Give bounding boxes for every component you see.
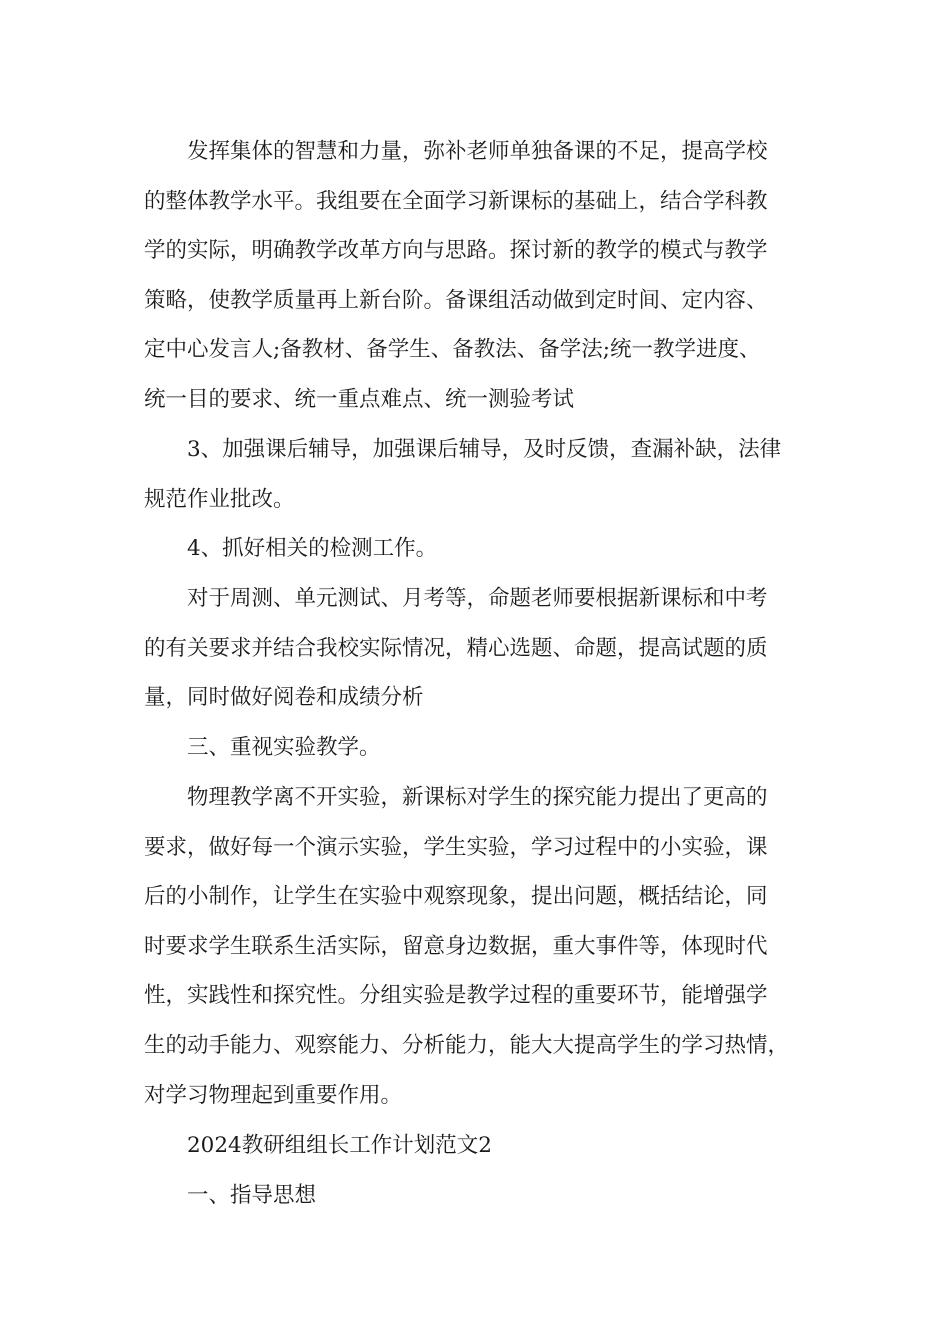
text-line: 的有关要求并结合我校实际情况，精心选题、命题，提高试题的质 xyxy=(144,635,768,661)
section-heading-guiding-thought xyxy=(144,1171,816,1221)
paragraph-collective-lesson-prep xyxy=(144,127,816,425)
text-line: 学的实际，明确教学改革方向与思路。探讨新的教学的模式与教学 xyxy=(144,238,768,264)
text-line: 统一目的要求、统一重点难点、统一测验考试 xyxy=(144,386,575,412)
section-heading-testing-work xyxy=(144,524,816,574)
text-line: 量，同时做好阅卷和成绩分析 xyxy=(144,685,424,711)
text-line: 4、抓好相关的检测工作。 xyxy=(187,536,438,561)
text-line: 规范作业批改。 xyxy=(144,486,295,512)
paragraph-physics-experiments xyxy=(144,773,816,1120)
text-line: 三、重视实验教学。 xyxy=(187,735,381,760)
text-line: 的整体教学水平。我组要在全面学习新课标的基础上，结合学科教 xyxy=(144,188,768,214)
document-title-plan-2 xyxy=(144,1121,816,1171)
text-line: 性，实践性和探究性。分组实验是教学过程的重要环节，能增强学 xyxy=(144,983,768,1009)
text-line: 要求，做好每一个演示实验，学生实验，学习过程中的小实验，课 xyxy=(144,834,768,860)
text-line: 物理教学离不开实验，新课标对学生的探究能力提出了更高的 xyxy=(187,785,768,810)
text-line: 生的动手能力、观察能力、分析能力，能大大提高学生的学习热情， xyxy=(144,1032,790,1058)
text-line: 后的小制作，让学生在实验中观察现象，提出问题，概括结论，同 xyxy=(144,884,768,910)
text-line: 一、指导思想 xyxy=(187,1183,317,1208)
paragraph-exam-design xyxy=(144,574,816,723)
text-line: 3、加强课后辅导，加强课后辅导，及时反馈，查漏补缺，法律 xyxy=(187,437,782,462)
text-line: 对学习物理起到重要作用。 xyxy=(144,1082,403,1108)
text-line: 定中心发言人;备教材、备学生、备教法、备学法;统一教学进度、 xyxy=(144,337,761,363)
section-heading-experiment-teaching xyxy=(144,723,816,773)
text-line: 策略，使教学质量再上新台阶。备课组活动做到定时间、定内容、 xyxy=(144,287,768,313)
paragraph-after-class-tutoring xyxy=(144,425,816,524)
text-line: 2024教研组组长工作计划范文2 xyxy=(187,1133,492,1158)
text-line: 对于周测、单元测试、月考等，命题老师要根据新课标和中考 xyxy=(187,586,768,611)
text-line: 时要求学生联系生活实际，留意身边数据，重大事件等，体现时代 xyxy=(144,933,768,959)
text-line: 发挥集体的智慧和力量，弥补老师单独备课的不足，提高学校 xyxy=(187,139,768,164)
